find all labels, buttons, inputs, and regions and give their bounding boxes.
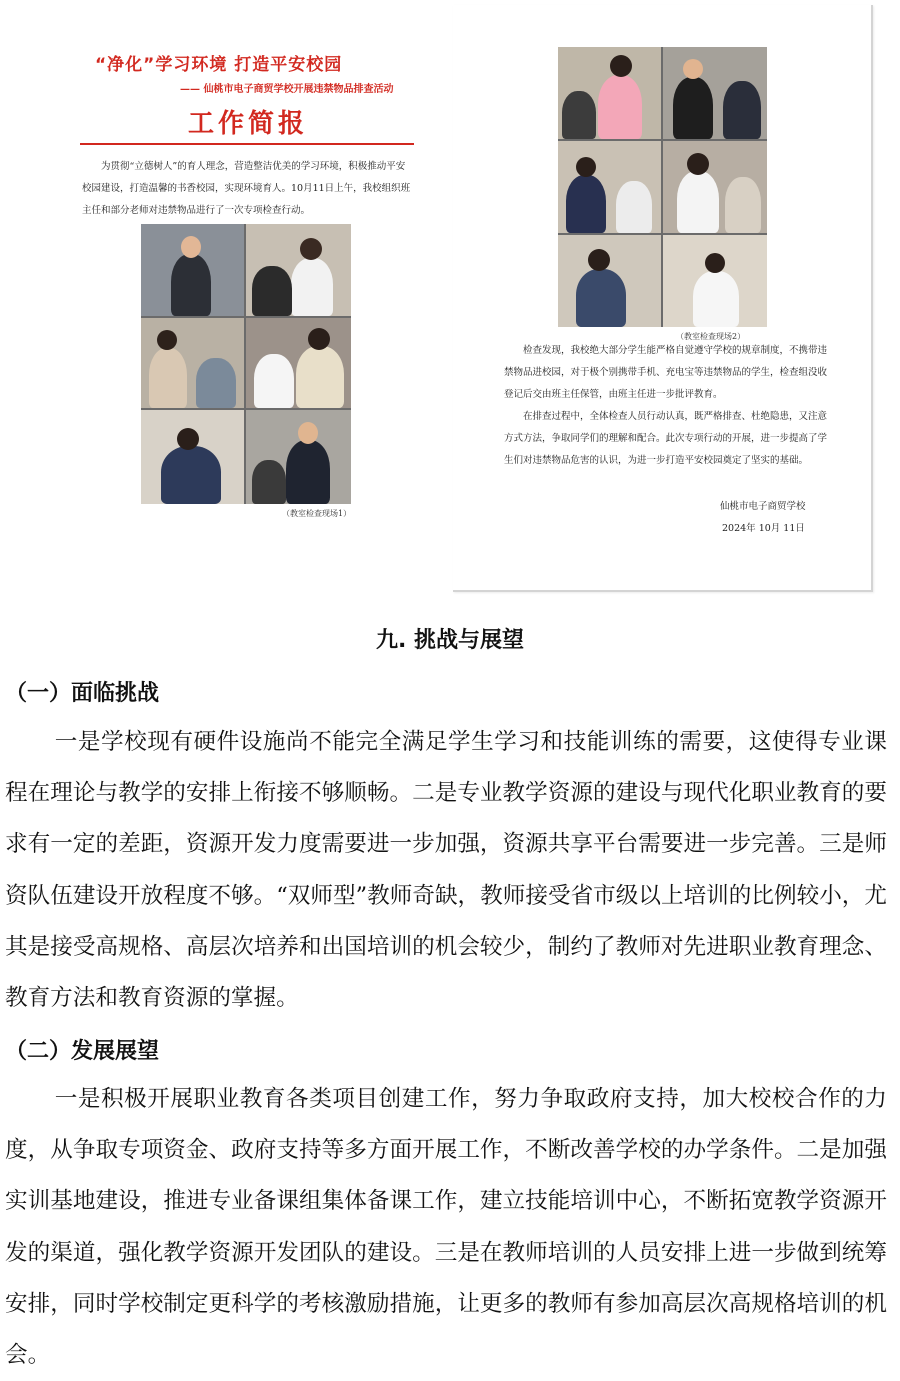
bulletin-findings: 检查发现，我校绝大部分学生能严格自觉遵守学校的规章制度，不携带违禁物品进校园，对于极个别携带手机、充电宝等违禁物品的学生，检查组没收登记后交由班主任保管，由班主任进一步批评教育。 bbox=[504, 345, 828, 400]
bulletin-headline: “净化”学习环境 打造平安校园 bbox=[95, 55, 343, 75]
bulletin-intro bbox=[82, 156, 414, 222]
outlook-heading: （二）发展展望 bbox=[5, 1039, 160, 1064]
section-title: 九. 挑战与展望 bbox=[375, 628, 525, 653]
bulletin-right-text bbox=[504, 340, 836, 472]
bulletin-signature: 仙桃市电子商贸学校 bbox=[720, 501, 806, 512]
outlook-paragraph: 一是积极开展职业教育各类项目创建工作，努力争取政府支持，加大校校合作的力度，从争取专项资金、政府支持等多方面开展工作，不断改善学校的办学条件。二是加强实训基地建设，推进专业备课组集体备课工作，建立技能培训中心，不断拓宽教学资源开发的渠道，强化教学资源开发团队的建设。三是在教师培训的人员安排上进一步做到统筹安排，同时学校制定更科学的考核激励措施，让更多的教师有参加高层次高规格培训的机会。 bbox=[5, 1086, 887, 1369]
photo-caption-2: （教室检查现场2） bbox=[676, 332, 746, 341]
bulletin-intro-text: 为贯彻“立德树人”的育人理念，营造整洁优美的学习环境，积极推动平安校园建设，打造温馨的书香校园，实现环境育人。10月11日上午，我校组织班主任和部分老师对违禁物品进行了一次专项检查行动。 bbox=[82, 161, 411, 216]
bulletin-title: 工作简报 bbox=[188, 109, 309, 139]
bulletin-subline: —— 仙桃市电子商贸学校开展违禁物品排查活动 bbox=[180, 84, 394, 95]
photo-caption-1: （教室检查现场1） bbox=[282, 509, 352, 518]
bulletin-divider bbox=[80, 143, 414, 145]
bulletin-process: 在排查过程中，全体检查人员行动认真，既严格排查、杜绝隐患，又注意方式方法，争取同学们的理解和配合。此次专项行动的开展，进一步提高了学生们对违禁物品危害的认识，为进一步打造平安校园奠定了坚实的基础。 bbox=[504, 411, 828, 466]
photo-collage-2 bbox=[558, 47, 767, 327]
photo-collage-1 bbox=[141, 224, 351, 504]
challenges-heading: （一）面临挑战 bbox=[5, 681, 160, 706]
challenges-paragraph: 一是学校现有硬件设施尚不能完全满足学生学习和技能训练的需要，这使得专业课程在理论与教学的安排上衔接不够顺畅。二是专业教学资源的建设与现代化职业教育的要求有一定的差距，资源开发力度需要进一步加强，资源共享平台需要进一步完善。三是师资队伍建设开放程度不够。“双师型”教师奇缺，教师接受省市级以上培训的比例较小，尤其是接受高规格、高层次培养和出国培训的机会较少，制约了教师对先进职业教育理念、教育方法和教育资源的掌握。 bbox=[5, 729, 887, 1012]
bulletin-date: 2024年 10月 11日 bbox=[722, 523, 805, 534]
